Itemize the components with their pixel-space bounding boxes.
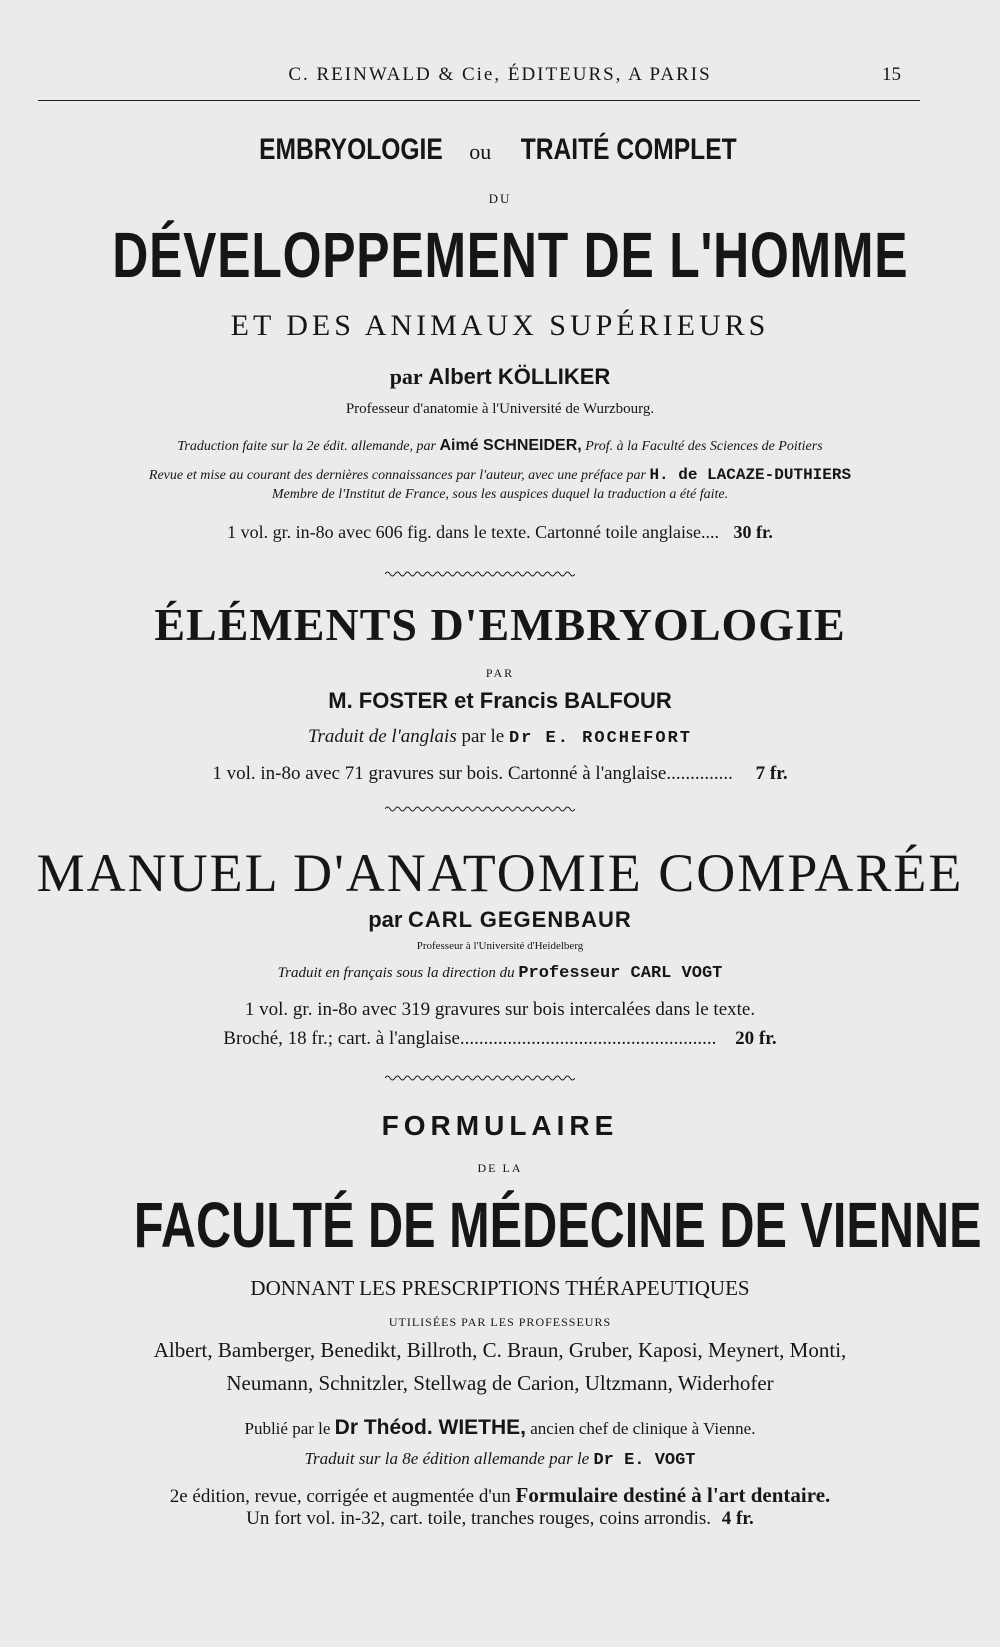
book2-format-line [0, 763, 1000, 785]
book1-author-prefix: par [389, 364, 423, 389]
book2-title: ÉLÉMENTS D'EMBRYOLOGIE [154, 599, 846, 650]
book2-translated-text: Traduit de l'anglais [308, 726, 457, 747]
book4-price: 4 fr. [721, 1508, 754, 1529]
book1-title-main: DÉVELOPPEMENT DE L'HOMME [112, 219, 909, 291]
book4-format-line [0, 1508, 1000, 1530]
book3-author-title: Professeur à l'Université d'Heidelberg [416, 940, 584, 952]
book3-translator: Professeur CARL VOGT [518, 964, 723, 983]
book2-translator: Dr E. ROCHEFORT [508, 729, 692, 748]
book4-title-top: FORMULAIRE [381, 1110, 619, 1141]
book1-reviser-title [0, 487, 1000, 503]
book4-title-de-la: DE LA [477, 1161, 523, 1175]
book1-format: 1 vol. gr. in-8o avec 606 fig. dans le texte. Cartonné toile anglaise.... [227, 522, 720, 542]
book3-price: 20 fr. [735, 1028, 777, 1049]
book1-title-line1 [0, 133, 1000, 167]
book4-format: Un fort vol. in-32, cart. toile, tranches rouges, coins arrondis. [246, 1508, 712, 1529]
book4-translator: Dr E. VOGT [593, 1451, 696, 1470]
book4-professors-line1: Albert, Bamberger, Benedikt, Billroth, C. Braun, Gruber, Kaposi, Meynert, Monti, [153, 1338, 847, 1362]
book3-author: CARL GEGENBAUR [407, 907, 632, 932]
book3-title: MANUEL D'ANATOMIE COMPARÉE [36, 843, 964, 903]
publisher-header: C. REINWALD & Cie, ÉDITEURS, A PARIS [288, 64, 712, 85]
book4-translation-line [0, 1449, 1000, 1470]
book4-subtitle: DONNANT LES PRESCRIPTIONS THÉRAPEUTIQUES [250, 1276, 750, 1300]
book4-edition-line [0, 1483, 1000, 1508]
book2-par: PAR [485, 666, 515, 680]
wavy-divider [385, 1073, 575, 1083]
book4-used-by: UTILISÉES PAR LES PROFESSEURS [388, 1315, 612, 1329]
book1-author-line [0, 364, 1000, 390]
book3-format-line2 [0, 1028, 1000, 1050]
book2-price: 7 fr. [755, 763, 788, 784]
book3-format-line1: 1 vol. gr. in-8o avec 319 gravures sur bois intercalées dans le texte. [244, 999, 756, 1020]
wavy-divider [385, 804, 575, 814]
book4-title-main: FACULTÉ DE MÉDECINE DE VIENNE [133, 1189, 982, 1261]
book1-title-traite: TRAITÉ COMPLET [520, 133, 737, 166]
book3-format-line2-text: Broché, 18 fr.; cart. à l'anglaise...................................................... [223, 1028, 717, 1049]
wavy-divider [385, 569, 575, 579]
book1-price: 30 fr. [733, 522, 773, 542]
book2-translation-line [0, 726, 1000, 748]
book4-edition-bold: Formulaire destiné à l'art dentaire. [515, 1483, 831, 1507]
book1-author-title: Professeur d'anatomie à l'Université de Wurzbourg. [345, 401, 655, 417]
book4-published-role: ancien chef de clinique à Vienne. [530, 1419, 756, 1438]
book1-title-main-wrap [0, 218, 1000, 292]
book4-edition-text: 2e édition, revue, corrigée et augmentée d'un [169, 1486, 511, 1507]
book1-translation-text: Traduction faite sur la 2e édit. allemande, par [177, 439, 436, 454]
book4-published-text: Publié par le [244, 1419, 331, 1438]
book4-translated-text: Traduit sur la 8e édition allemande par le [304, 1449, 590, 1468]
header-rule [38, 100, 920, 101]
book3-author-line [0, 907, 1000, 933]
book1-translator-title: Prof. à la Faculté des Sciences de Poitiers [585, 439, 823, 454]
page-number: 15 [882, 64, 901, 85]
book1-title-du: DU [488, 191, 512, 206]
book4-publisher-name: Dr Théod. WIETHE, [334, 1416, 526, 1439]
book1-revision-text: Revue et mise au courant des dernières connaissances par l'auteur, avec une préface par [148, 468, 646, 483]
book1-format-line [0, 522, 1000, 543]
book3-author-prefix: par [368, 907, 403, 932]
book2-translated-par: par le [461, 726, 505, 747]
book2-authors: M. FOSTER et Francis BALFOUR [328, 688, 672, 713]
book4-title-main-wrap [0, 1188, 1000, 1262]
book4-published-line [0, 1416, 1000, 1440]
book1-title-ou: ou [469, 139, 492, 164]
book1-translator: Aimé SCHNEIDER, [439, 437, 582, 454]
book1-reviser: H. de LACAZE-DUTHIERS [649, 466, 852, 484]
book1-title-embryologie: EMBRYOLOGIE [259, 133, 444, 166]
book4-professors-line2: Neumann, Schnitzler, Stellwag de Carion, Ultzmann, Widerhofer [226, 1371, 774, 1395]
book2-format: 1 vol. in-8o avec 71 gravures sur bois. Cartonné à l'anglaise.............. [212, 763, 733, 784]
book3-translated-text: Traduit en français sous la direction du [277, 965, 515, 981]
book1-subtitle: ET DES ANIMAUX SUPÉRIEURS [230, 309, 770, 342]
book3-translation-line [0, 964, 1000, 983]
book1-revision-line [0, 466, 1000, 484]
book1-author: Albert KÖLLIKER [428, 364, 611, 389]
book1-translation-line [0, 437, 1000, 455]
book1-reviser-title-text: Membre de l'Institut de France, sous les auspices duquel la traduction a été faite. [271, 487, 729, 502]
